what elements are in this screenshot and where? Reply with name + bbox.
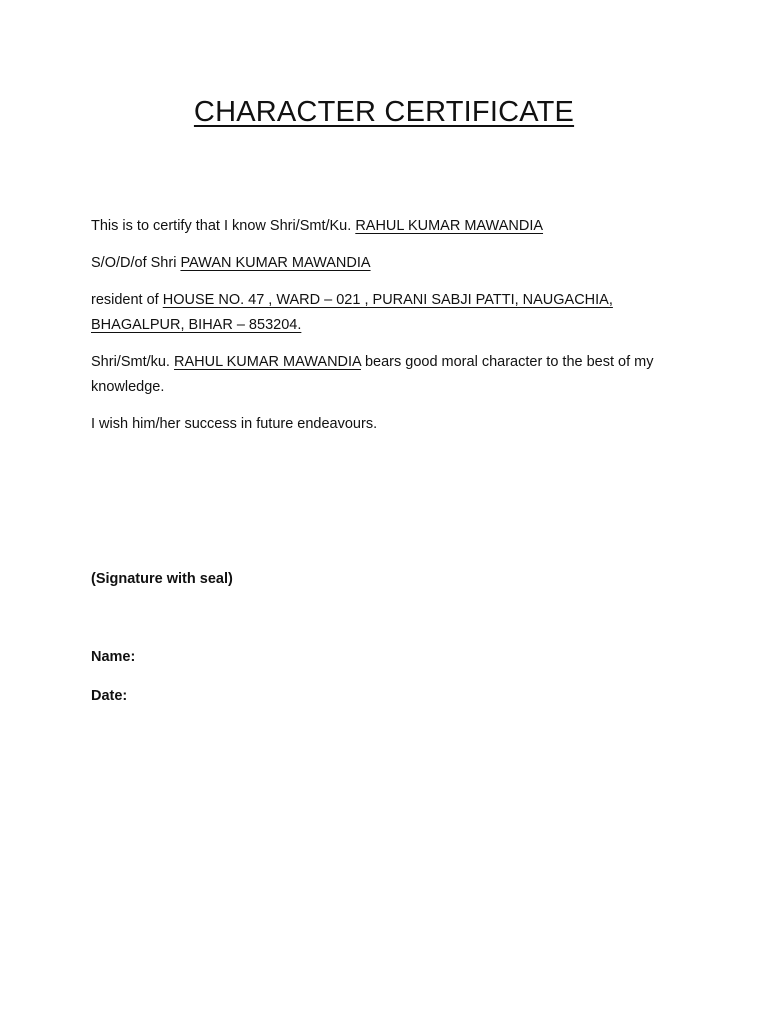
parent-line [91, 251, 691, 276]
wish-line: I wish him/her success in future endeavours. [91, 416, 378, 432]
character-prefix: Shri/Smt/ku. [91, 354, 170, 370]
signature-label: (Signature with seal) [91, 571, 233, 587]
person-name-repeat: RAHUL KUMAR MAWANDIA [174, 354, 361, 370]
name-label: Name: [91, 649, 136, 665]
page-title [0, 96, 768, 129]
address-line [91, 288, 691, 338]
title-text: CHARACTER CERTIFICATE [193, 96, 575, 128]
address-text: HOUSE NO. 47 , WARD – 021 , PURANI SABJI PATTI, NAUGACHIA, BHAGALPUR, BIHAR – 853204. [91, 292, 613, 333]
character-suffix: bears good moral character to the best of my knowledge. [91, 354, 654, 395]
parent-prefix: S/O/D/of Shri [91, 255, 177, 271]
character-line [91, 350, 691, 400]
certify-prefix: This is to certify that I know Shri/Smt/Ku. [91, 218, 352, 234]
certificate-body [91, 214, 691, 449]
address-prefix: resident of [91, 292, 159, 308]
person-name: RAHUL KUMAR MAWANDIA [355, 218, 544, 234]
parent-name: PAWAN KUMAR MAWANDIA [180, 255, 371, 271]
date-label: Date: [91, 688, 128, 704]
certify-line [91, 214, 691, 239]
